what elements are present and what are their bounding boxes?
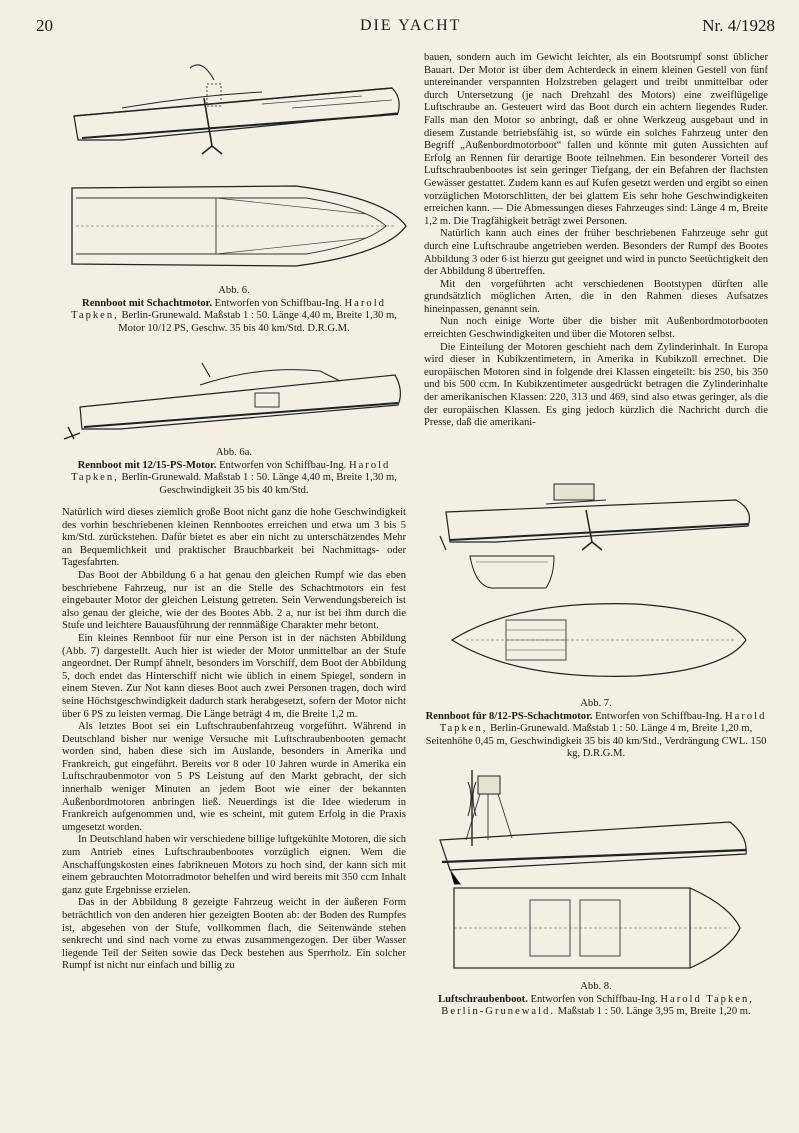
paragraph: Das Boot der Abbildung 6 a hat genau den gleichen Rumpf wie das eben beschriebene Fahrzeug, nur ist an die Stelle des Schachtmotors ein fest eingebauter Motor der gleichen Leistung getreten. Sein Verwendungsbereich ist also genau der gleiche, wie der des Bootes Abb. 2 a, nur ist bei ihm durch die Stufe und leichtere Bauausführung der rennmäßige Charakter mehr betont.	[62, 569, 406, 632]
paragraph: Nun noch einige Worte über die bisher mit Außenbordmotorbooten erreichten Geschwindigkeiten und über die Motoren selbst.	[424, 316, 768, 341]
caption-heading: Rennboot mit Schachtmotor.	[82, 297, 213, 309]
page-number: 20	[36, 16, 53, 35]
caption-text: Berlin-Grunewald. Maßstab 1 : 50. Länge 4 m, Breite 1,20 m, Seitenhöhe 0,45 m, Geschwindigkeit 35 bis 40 km/Std., Verdrängung CWL. 150 kg, D.R.G.M.	[425, 723, 767, 760]
figure-label: Abb. 6.	[218, 285, 250, 296]
paragraph: bauen, sondern auch im Gewicht leichter, als ein Bootsrumpf sonst üblicher Bauart. Der Motor ist über dem Achterdeck in einem kleinen Gestell von fünf untereinander verspannten Holzstreben gelagert und treibt unmittelbar oder durch Untersetzung (je nach Drehzahl des Motors) eine zweiflügelige Luftschraube an. Gesteuert wird das Boot durch ein achtern liegendes Ruder. Falls man den Motor so anbringt, daß er ohne Werkzeug ausgebaut und in diesem Zustande betriebsfähig ist, so würde ein solches Fahrzeug unter den Begriff „Außenbordmotorboot“ fallen und könnte mit guten Aussichten auf Erfolg an Rennen für derartige Boote teilnehmen. Ein besonderer Vorteil des Luftschraubenbootes ist sein geringer Tiefgang, der ein Befahren der flachsten Gewässer gestattet. Zudem kann es auf Kufen gesetzt werden und ergibt so einen vorzüglichen Motorschlitten, der bei glattem Eis sehr hohe Geschwindigkeiten erreichen kann. — Die Abmessungen dieses Fahrzeuges sind: Länge 4 m, Breite 1,2 m. Die Tragfähigkeit beträgt zwei Personen.	[424, 52, 768, 227]
paragraph: Mit den vorgeführten acht verschiedenen Bootstypen dürften alle grundsätzlich möglichen Arten, die in den Rahmen dieses Aufsatzes hineinpassen, genannt sein.	[424, 278, 768, 315]
caption-abb6a	[62, 447, 406, 497]
caption-text: Entworfen von Schiffbau-Ing.	[592, 710, 723, 722]
caption-designer: Harold Tapken, Berlin-Grunewald.	[441, 993, 754, 1018]
figure-label: Abb. 6a.	[215, 447, 253, 458]
figure-abb6a-side-view	[60, 355, 410, 445]
caption-heading: Luftschraubenboot.	[438, 993, 528, 1005]
journal-title: DIE YACHT	[360, 17, 462, 34]
caption-text: Berlin-Grunewald. Maßstab 1 : 50. Länge 4,40 m, Breite 1,30 m, Motor 10/12 PS, Geschw. 35 bis 40 km/Std. D.R.G.M.	[118, 310, 397, 334]
caption-abb7	[424, 698, 768, 761]
caption-designer: Harold Tapken,	[439, 710, 767, 735]
paragraph: Das in der Abbildung 8 gezeigte Fahrzeug weicht in der äußeren Form beträchtlich von den anderen hier gezeigten Booten ab: der Boden des Rumpfes ist, abgesehen von der Stufe, vollkommen flach, die Seitenwände stehen senkrecht und sind nach vorne zu etwas zusammengezogen. Der über Wasser liegende Teil der Seiten sowie das Deck bestehen aus Sperrholz. Ein solcher Rumpf ist nicht nur einfach und billig zu	[62, 897, 406, 972]
figure-abb6-side-view	[62, 58, 412, 158]
caption-designer: Harold Tapken,	[71, 459, 391, 484]
figure-abb7-drawings	[436, 480, 766, 690]
caption-abb6	[62, 285, 406, 335]
figure-label: Abb. 7.	[580, 698, 612, 709]
figure-label: Abb. 8.	[580, 981, 612, 992]
issue-number: Nr. 4/1928	[702, 16, 775, 35]
caption-text: Berlin-Grunewald. Maßstab 1 : 50. Länge 4,40 m, Breite 1,30 m, Geschwindigkeit 35 bis 40 km/Std.	[118, 472, 397, 496]
caption-heading: Rennboot mit 12/15-PS-Motor.	[77, 459, 217, 471]
caption-text: Entworfen von Schiffbau-Ing.	[527, 993, 658, 1005]
paragraph: Ein kleines Rennboot für nur eine Person ist in der nächsten Abbildung (Abb. 7) dargestellt. Auch hier ist wieder der Motor unmittelbar an der Stufe angeordnet. Der Rumpf ähnelt, besonders im Vorschiff, dem Boot der Abbildung 5, doch endet das Hinterschiff nicht wie üblich in einem Spiegel, sondern in einem Steven. Zur Not kann dieses Boot auch zwei Personen tragen, doch wird seine Höchstgeschwindigkeit dadurch stark herabgesetzt, sofern der Motor nicht über 6 PS zu leisten vermag. Die Länge beträgt 4 m, die Breite 1,2 m.	[62, 632, 406, 720]
figure-abb8-drawings	[430, 766, 760, 976]
caption-abb8	[424, 981, 768, 1019]
caption-designer: Harold Tapken,	[71, 297, 386, 322]
paragraph: Als letztes Boot sei ein Luftschraubenfahrzeug vorgeführt. Während in Deutschland bisher nur wenige Versuche mit Luftschraubenbooten gemacht worden sind, haben diese sich im Auslande, besonders in Amerika und Frankreich, gut eingeführt. Bereits vor 8 oder 10 Jahren wurde in Amerika ein Luftschraubenmotor von 5 PS Leistung auf den Markt gebracht, der sich innerhalb weniger Minuten an jedem Boot wie einer der bekannten Außenbordmotoren anbringen ließ. Neuerdings ist die Idee wiederum in Frankreich aufgenommen und, wie es scheint, mit gutem Erfolg in die Praxis umgesetzt worden.	[62, 721, 406, 833]
figure-abb6-plan-view	[66, 178, 416, 273]
caption-text: Entworfen von Schiffbau-Ing.	[212, 297, 342, 309]
caption-text: Maßstab 1 : 50. Länge 3,95 m, Breite 1,20 m.	[555, 1006, 751, 1018]
article-left-column	[62, 507, 406, 973]
paragraph: In Deutschland haben wir verschiedene billige luftgekühlte Motoren, die sich zum Antrieb eines Luftschraubenbootes vorzüglich eignen. Wem die Anschaffungskosten eines fabrikneuen Motors zu hoch sind, der kann sich mit einem gebrauchten Motorradmotor behelfen und wird bereits mit 350 ccm Inhalt ganz gute Ergebnisse erzielen.	[62, 834, 406, 896]
paragraph: Natürlich wird dieses ziemlich große Boot nicht ganz die hohe Geschwindigkeit des vorhin beschriebenen kleinen Rennbootes erreichen und etwa um 3 bis 5 km/Std. zurückstehen. Dafür bietet es aber ein nicht zu unterschätzendes Mehr an Bequemlichkeit und praktischer Brauchbarkeit bei Nachmittags- oder Tagesfahrten.	[62, 507, 406, 569]
article-right-column	[424, 52, 768, 430]
caption-heading: Rennboot für 8/12-PS-Schachtmotor.	[425, 710, 593, 722]
paragraph: Die Einteilung der Motoren geschieht nach dem Zylinderinhalt. In Europa wird dieser in Kubikzentimetern, in Amerika in Kubikzoll errechnet. Die europäischen Motoren sind in folgende drei Klassen eingeteilt: bis 250, bis 350 und bis 500 ccm. In Kubikzentimeter ausgedrückt betragen die Zylinderinhalte der amerikanischen Klassen: 220, 313 und 469, sind also etwas geringer, als die der europäischen Klassen. Es ging jedoch kürzlich die Nachricht durch die Presse, daß die amerikani-	[424, 341, 768, 429]
paragraph: Natürlich kann auch eines der früher beschriebenen Fahrzeuge sehr gut durch eine Luftschraube angetrieben werden. Besonders der Rumpf des Bootes Abbildung 3 oder 6 ist hierzu gut geeignet und wird in puncto Seetüchtigkeit den der Abbildung 8 übertreffen.	[424, 228, 768, 278]
caption-text: Entworfen von Schiffbau-Ing.	[216, 459, 347, 471]
